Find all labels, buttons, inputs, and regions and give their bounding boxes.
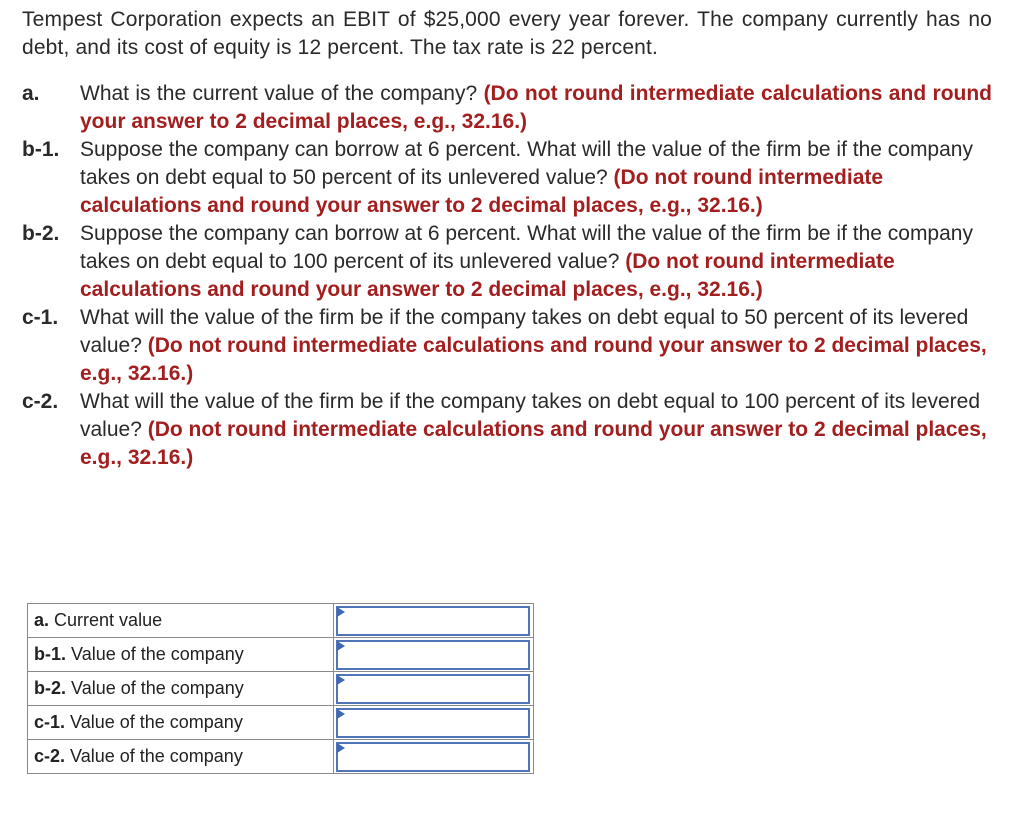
c2-value-input[interactable] [336, 742, 530, 772]
question-label: b-1. [22, 138, 60, 161]
question-label: a. [22, 82, 40, 105]
question-label: c-1. [22, 306, 59, 329]
current-value-input[interactable] [336, 606, 530, 636]
question-body [80, 80, 992, 136]
answer-row [28, 604, 534, 638]
answer-flag-icon [337, 675, 345, 685]
answer-label [28, 706, 334, 740]
answer-flag-icon [337, 709, 345, 719]
question-instruction: (Do not round intermediate calculations and round your answer to 2 decimal places, e.g., 32.16.) [80, 418, 987, 469]
answer-label-text: Value of the company [70, 746, 243, 766]
question-body [80, 304, 992, 388]
question-b2 [22, 220, 992, 304]
answer-cell [334, 740, 534, 774]
answer-prefix: c-1. [34, 712, 66, 732]
answer-prefix: b-2. [34, 678, 67, 698]
question-list [22, 80, 992, 472]
answer-label [28, 638, 334, 672]
question-body [80, 220, 992, 304]
answer-label [28, 604, 334, 638]
question-instruction: (Do not round intermediate calculations and round your answer to 2 decimal places, e.g., 32.16.) [80, 334, 987, 385]
answer-label-text: Current value [54, 610, 163, 630]
answer-label-text: Value of the company [71, 644, 244, 664]
answer-label [28, 740, 334, 774]
question-text: What will the value of the firm be if the company takes on debt equal to 50 percent of its levered value? [80, 306, 969, 357]
b1-value-input[interactable] [336, 640, 530, 670]
answer-flag-icon [337, 607, 345, 617]
question-b1 [22, 136, 992, 220]
question-body [80, 388, 992, 472]
question-c2 [22, 388, 992, 472]
answer-prefix: a. [34, 610, 50, 630]
answer-cell [334, 604, 534, 638]
answer-cell [334, 638, 534, 672]
problem-page [22, 6, 992, 472]
answer-prefix: c-2. [34, 746, 66, 766]
question-label: b-2. [22, 222, 60, 245]
c1-value-input[interactable] [336, 708, 530, 738]
question-label: c-2. [22, 390, 59, 413]
problem-intro: Tempest Corporation expects an EBIT of $25,000 every year forever. The company currently has no debt, and its cost of equity is 12 percent. The tax rate is 22 percent. [22, 8, 992, 59]
answer-table [27, 603, 534, 774]
answer-flag-icon [337, 641, 345, 651]
question-text: What will the value of the firm be if the company takes on debt equal to 100 percent of its levered value? [80, 390, 981, 441]
answer-row [28, 740, 534, 774]
question-instruction: (Do not round intermediate calculations and round your answer to 2 decimal places, e.g., 32.16.) [80, 250, 895, 301]
question-body [80, 136, 992, 220]
answer-row [28, 672, 534, 706]
answer-row [28, 638, 534, 672]
b2-value-input[interactable] [336, 674, 530, 704]
answer-row [28, 706, 534, 740]
answer-label-text: Value of the company [70, 712, 243, 732]
answer-label [28, 672, 334, 706]
question-a [22, 80, 992, 136]
answer-cell [334, 706, 534, 740]
question-c1 [22, 304, 992, 388]
answer-flag-icon [337, 743, 345, 753]
answer-cell [334, 672, 534, 706]
question-text: What is the current value of the company? [80, 82, 478, 105]
answer-prefix: b-1. [34, 644, 67, 664]
question-instruction: (Do not round intermediate calculations and round your answer to 2 decimal places, e.g., 32.16.) [80, 82, 992, 133]
question-text: Suppose the company can borrow at 6 percent. What will the value of the firm be if the company takes on debt equal to 100 percent of its unlevered value? [80, 222, 973, 273]
answer-label-text: Value of the company [71, 678, 244, 698]
question-instruction: (Do not round intermediate calculations and round your answer to 2 decimal places, e.g., 32.16.) [80, 166, 884, 217]
question-text: Suppose the company can borrow at 6 percent. What will the value of the firm be if the company takes on debt equal to 50 percent of its unlevered value? [80, 138, 973, 189]
